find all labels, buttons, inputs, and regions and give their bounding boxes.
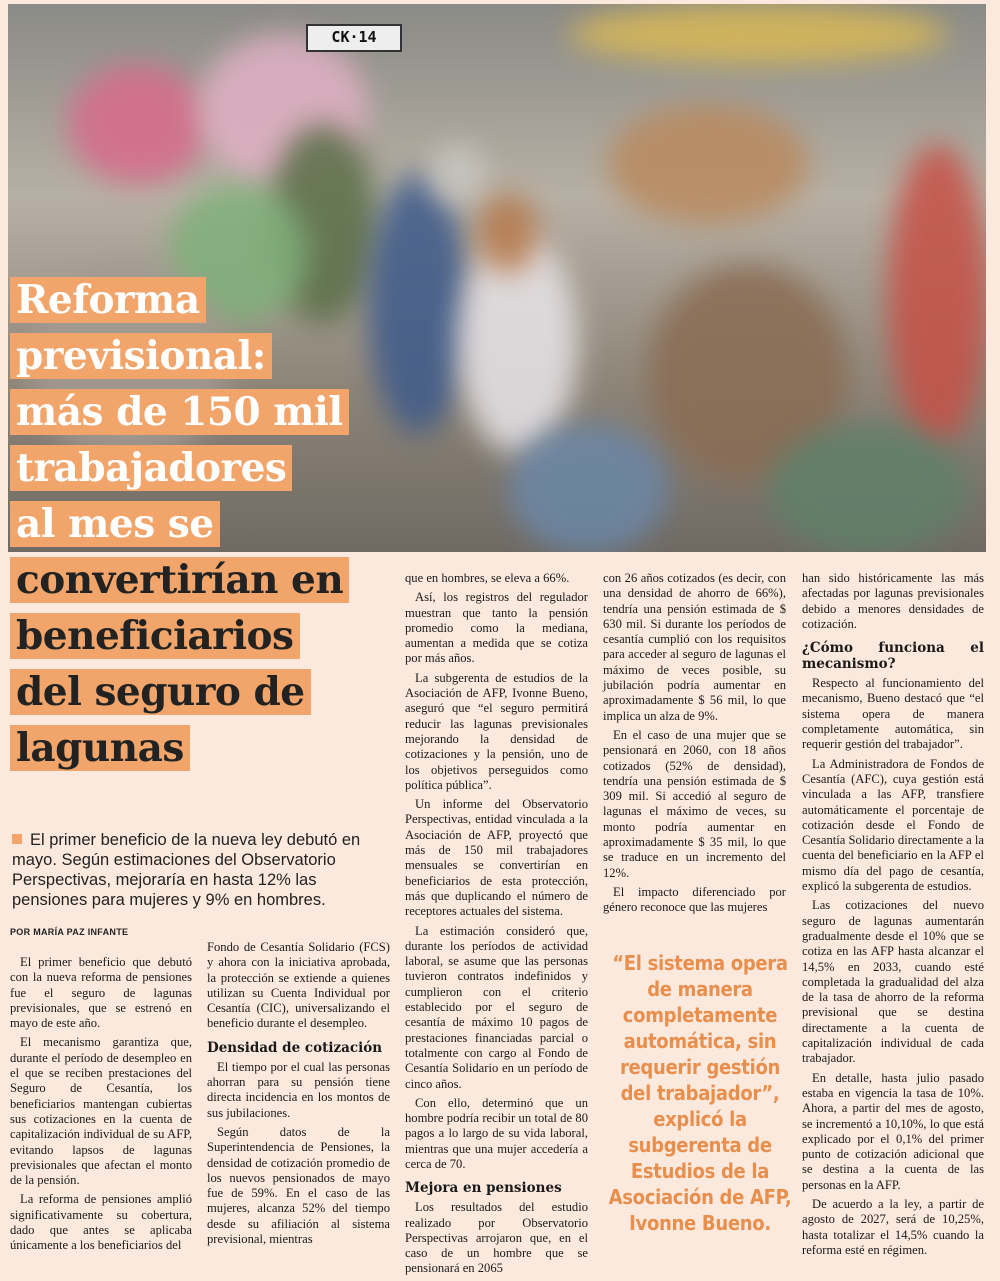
body-paragraph: El tiempo por el cual las personas ahorran para su pensión tiene directa incidencia en los montos de sus jubilaciones. [207, 1059, 390, 1120]
body-paragraph: El primer beneficio que debutó con la nueva reforma de pensiones fue el seguro de lagunas previsionales, que se estrenó en mayo de este año. [10, 955, 192, 1031]
body-paragraph: Así, los registros del regulador muestran que tanto la pensión promedio como la mediana, aumentan a medida que se cotiza por más años. [405, 590, 588, 666]
body-paragraph: Los resultados del estudio realizado por Observatorio Perspectivas arrojaron que, en el caso de un hombre que se pensionará en 2065 [405, 1200, 588, 1276]
pull-quote: “El sistema opera de manera completamente automática, sin requerir gestión del trabajador”, explicó la subgerenta de Estudios de la Asociación de AFP, Ivonne Bueno. [608, 951, 792, 1235]
body-paragraph: Con ello, determinó que un hombre podría recibir un total de 80 pagos a lo largo de su vida laboral, mientras que una mujer accedería a cerca de 70. [405, 1095, 588, 1171]
body-paragraph: Fondo de Cesantía Solidario (FCS) y ahora con la iniciativa aprobada, la protección se extiende a quienes utilizan su Cuenta Individual por Cesantía (CIC), universalizando el beneficio durante el desempleo. [207, 940, 390, 1031]
body-paragraph: con 26 años cotizados (es decir, con una densidad de ahorro de 66%), tendría una pensión estimada de $ 630 mil. Si durante los períodos de cesantía cumplió con los requisitos para acceder al seguro de lagunas el máximo de veces posible, su jubilación podría aumentar en aproximadamente $ 56 mil, lo que implica un alza de 9%. [603, 571, 786, 723]
column-1 [10, 955, 192, 1258]
headline-line: convertirían en [10, 557, 349, 603]
body-paragraph: La Administradora de Fondos de Cesantía (AFC), cuya gestión está vinculada a las AFP, transfiere automáticamente el porcentaje de cotización desde el Fondo de Cesantía Solidario directamente a la cuenta del beneficiario en la AFP el mismo día del pago de cesantía, explicó la subgerenta de estudios. [802, 756, 984, 894]
body-paragraph: Un informe del Observatorio Perspectivas, entidad vinculada a la Asociación de AFP, proyectó que más de 150 mil trabajadores mensuales se convertirían en beneficiarios de esta protección, más que duplicando el número de receptores actuales del sistema. [405, 797, 588, 919]
body-paragraph: En detalle, hasta julio pasado estaba en vigencia la tasa de 10%. Ahora, a partir del mes de agosto, se incrementó a 10,10%, lo que está explicado por el 0,1% del primer punto de cotización adicional que se destina a la cuenta de las personas en la AFP. [802, 1070, 984, 1192]
body-paragraph: La reforma de pensiones amplió significativamente su cobertura, dado que antes se aplicaba únicamente a los beneficiarios del [10, 1192, 192, 1253]
lead-paragraph [12, 830, 382, 910]
body-paragraph: La subgerenta de estudios de la Asociación de AFP, Ivonne Bueno, aseguró que “el seguro permitirá reducir las lagunas previsionales mejorando la densidad de cotizaciones y la pensión, uno de los objetivos perseguidos como política pública”. [405, 670, 588, 792]
column-5 [802, 571, 984, 1262]
body-paragraph: Según datos de la Superintendencia de Pensiones, la densidad de cotización promedio de los nuevos pensionados de mayo fue de 59%. En el caso de las mujeres, alcanza 52% del tiempo desde su afiliación al sistema previsional, mientras [207, 1124, 390, 1247]
byline: POR MARÍA PAZ INFANTE [10, 927, 129, 937]
headline-line: al mes se [10, 501, 220, 547]
column-2 [207, 940, 390, 1251]
body-paragraph: que en hombres, se eleva a 66%. [405, 571, 570, 585]
bullet-square-icon [12, 834, 22, 844]
lead-text: El primer beneficio de la nueva ley debutó en mayo. Según estimaciones del Observatorio Perspectivas, mejoraría en hasta 12% las pensiones para mujeres y 9% en hombres. [12, 831, 361, 909]
body-paragraph: La estimación consideró que, durante los períodos de actividad laboral, se asume que las personas tuvieron contratos indefinidos y cumplieron con el criterio establecido por el seguro de cesantía de máximo 10 pagos de prestaciones financiadas parcial o totalmente con cargo al Fondo de Cesantía Solidario en un período de cinco años. [405, 923, 588, 1091]
headline [10, 272, 400, 776]
body-paragraph: El impacto diferenciado por género reconoce que las mujeres [603, 884, 786, 915]
headline-line: trabajadores [10, 445, 292, 491]
body-paragraph: De acuerdo a la ley, a partir de agosto de 2027, será de 10,25%, hasta totalizar el 14,5% cuando la reforma esté en régimen. [802, 1196, 984, 1257]
headline-line: del seguro de [10, 669, 311, 715]
column-3 [405, 571, 588, 1281]
body-paragraph: han sido históricamente las más afectadas por lagunas previsionales debido a menores densidades de cotización. [802, 571, 984, 631]
headline-line: beneficiarios [10, 613, 300, 659]
license-plate: CK·14 [306, 24, 402, 52]
body-paragraph: En el caso de una mujer que se pensionará en 2060, con 18 años cotizados (52% de densidad), tendría una pensión estimada de $ 309 mil. Si accedió al seguro de lagunas el máximo de veces, su monto podría aumentar en aproximadamente $ 35 mil, lo que se traduce en un incremento del 12%. [603, 727, 786, 880]
headline-line: previsional: [10, 333, 272, 379]
headline-line: Reforma [10, 277, 206, 323]
body-paragraph: Las cotizaciones del nuevo seguro de lagunas aumentarán gradualmente desde el 10% que se cotiza en las AFP hasta alcanzar el 14,5% en 2033, cuando esté completada la gradualidad del alza de la tasa de ahorro de la reforma previsional que se destina directamente a la cuenta de capitalización individual de cada trabajador. [802, 898, 984, 1066]
section-heading: Mejora en pensiones [405, 1180, 562, 1197]
section-heading: Densidad de cotización [207, 1039, 383, 1056]
headline-line: lagunas [10, 725, 190, 771]
headline-line: más de 150 mil [10, 389, 349, 435]
column-4 [603, 571, 786, 920]
body-paragraph: Respecto al funcionamiento del mecanismo, Bueno destacó que “el sistema opera de manera completamente automática, sin requerir gestión del trabajador”. [802, 676, 984, 752]
section-heading: ¿Cómo funciona el mecanismo? [802, 640, 984, 673]
body-paragraph: El mecanismo garantiza que, durante el período de desempleo en el que se reciben prestaciones del Seguro de Cesantía, los beneficiarios mantengan cubiertas sus cotizaciones en la cuenta de capitalización individual de su AFP, evitando lapsos de lagunas previsionales que afectan el monto de la pensión. [10, 1035, 192, 1188]
